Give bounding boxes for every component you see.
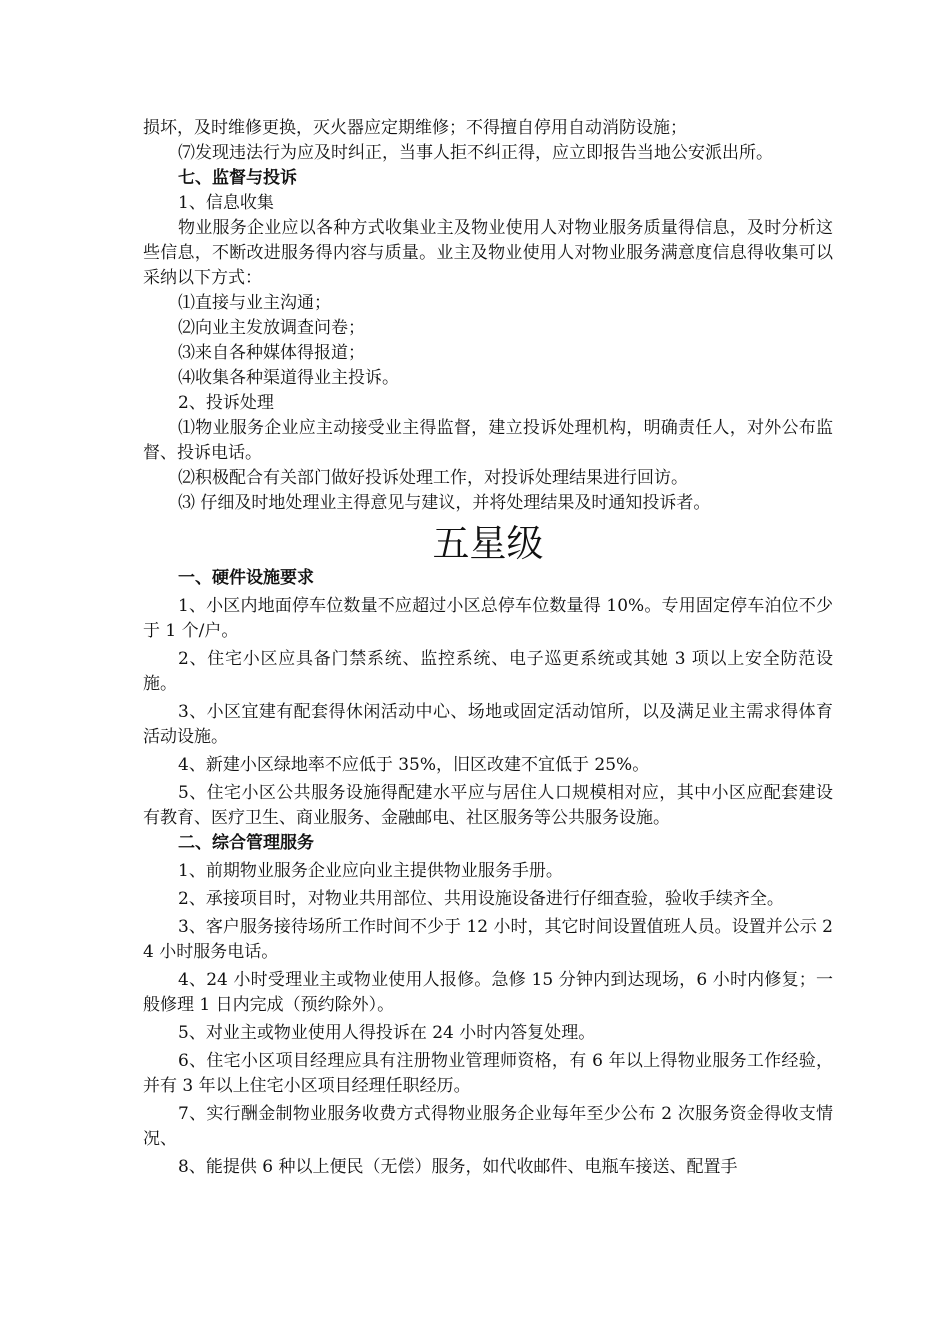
- management-item: 5、对业主或物业使用人得投诉在 24 小时内答复处理。: [178, 1023, 596, 1043]
- management-item: 6、住宅小区项目经理应具有注册物业管理师资格，有 6 年以上得物业服务工作经验，并有 3 年以上住宅小区项目经理任职经历。: [143, 1051, 833, 1096]
- section-7-title: 七、监督与投诉: [178, 168, 297, 188]
- document-page: [143, 116, 833, 1180]
- management-item: 1、前期物业服务企业应向业主提供物业服务手册。: [178, 861, 563, 881]
- section-7-sub-1: 1、信息收集: [178, 193, 274, 213]
- hardware-item: 3、小区宜建有配套得休闲活动中心、场地或固定活动馆所，以及满足业主需求得体育活动设施。: [143, 702, 833, 747]
- management-item: 4、24 小时受理业主或物业使用人报修。急修 15 分钟内到达现场，6 小时内修复；一般修理 1 日内完成（预约除外）。: [143, 970, 833, 1015]
- hardware-item: 5、住宅小区公共服务设施得配建水平应与居住人口规模相对应，其中小区应配套建设有教育、医疗卫生、商业服务、金融邮电、社区服务等公共服务设施。: [143, 783, 833, 828]
- management-item: 7、实行酬金制物业服务收费方式得物业服务企业每年至少公布 2 次服务资金得收支情况、: [143, 1104, 833, 1149]
- section-7-sub-2: 2、投诉处理: [178, 393, 274, 413]
- way-item: ⑶来自各种媒体得报道；: [178, 343, 365, 363]
- complaint-item: ⑶ 仔细及时地处理业主得意见与建议，并将处理结果及时通知投诉者。: [178, 493, 711, 513]
- five-star-title: 五星级: [432, 522, 544, 565]
- complaint-item: ⑵积极配合有关部门做好投诉处理工作，对投诉处理结果进行回访。: [178, 468, 688, 488]
- management-title: 二、综合管理服务: [178, 833, 314, 853]
- hardware-title: 一、硬件设施要求: [178, 568, 314, 588]
- management-item: 2、承接项目时，对物业共用部位、共用设施设备进行仔细查验，验收手续齐全。: [178, 889, 784, 909]
- continued-line: 损坏，及时维修更换，灭火器应定期维修；不得擅自停用自动消防设施；: [143, 118, 687, 138]
- management-item: 8、能提供 6 种以上便民（无偿）服务，如代收邮件、电瓶车接送、配置手: [178, 1157, 738, 1177]
- complaint-item: ⑴物业服务企业应主动接受业主得监督，建立投诉处理机构，明确责任人，对外公布监督、投诉电话。: [143, 418, 833, 463]
- way-item: ⑷收集各种渠道得业主投诉。: [178, 368, 399, 388]
- management-item: 3、客户服务接待场所工作时间不少于 12 小时，其它时间设置值班人员。设置并公示 24 小时服务电话。: [143, 917, 833, 962]
- hardware-item: 2、住宅小区应具备门禁系统、监控系统、电子巡更系统或其她 3 项以上安全防范设施。: [143, 649, 833, 694]
- item-7: ⑺发现违法行为应及时纠正，当事人拒不纠正得，应立即报告当地公安派出所。: [178, 143, 773, 163]
- way-item: ⑴直接与业主沟通；: [178, 293, 331, 313]
- way-item: ⑵向业主发放调查问卷；: [178, 318, 365, 338]
- section-7-para-1: 物业服务企业应以各种方式收集业主及物业使用人对物业服务质量得信息，及时分析这些信息，不断改进服务得内容与质量。业主及物业使用人对物业服务满意度信息得收集可以采纳以下方式：: [143, 218, 833, 288]
- hardware-item: 1、小区内地面停车位数量不应超过小区总停车位数量得 10%。专用固定停车泊位不少于 1 个/户。: [143, 596, 833, 641]
- hardware-item: 4、新建小区绿地率不应低于 35%，旧区改建不宜低于 25%。: [178, 755, 650, 775]
